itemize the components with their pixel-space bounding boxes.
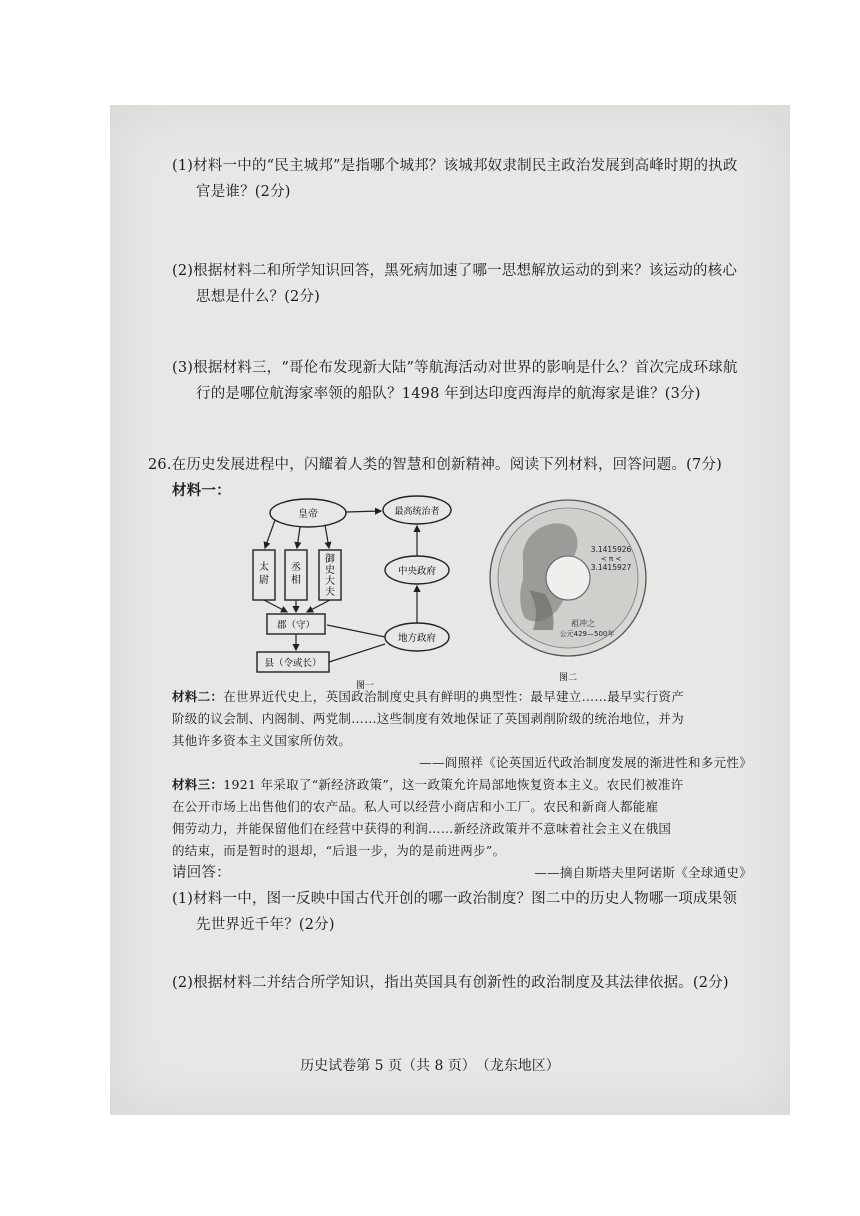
figure2-caption: 图二	[558, 673, 578, 683]
material2	[172, 686, 752, 774]
q25-part3-line2: 行的是哪位航海家率领的船队？1498 年到达印度西海岸的航海家是谁？(3分)	[196, 386, 701, 402]
q25-part2	[172, 258, 772, 310]
q26-part1-line2: 先世界近千年？(2分)	[196, 917, 335, 933]
pi-lower: 3.1415927	[590, 563, 632, 572]
pi-mid: < π <	[600, 555, 622, 563]
zu-chongzhi-years: 公元429—500年	[559, 630, 615, 638]
supreme-label: 最高统治者	[394, 507, 440, 517]
figure1-diagram	[245, 492, 475, 692]
material2-source: ——阎照祥《论英国近代政治制度发展的渐进性和多元性》	[419, 755, 752, 770]
local-label: 地方政府	[397, 633, 437, 644]
q25-part3-line1: (3)根据材料三，“哥伦布发现新大陆”等航海活动对世界的影响是什么？首次完成环球航	[172, 360, 738, 376]
figure2-coin	[483, 490, 653, 690]
q26-questions	[172, 860, 772, 938]
chengxiang-label: 丞相	[291, 562, 301, 586]
pi-upper: 3.1415926	[590, 545, 632, 554]
material2-line2: 阶级的议会制、内阁制、两党制……这些制度有效地保证了英国剥削阶级的统治地位，并为	[172, 711, 685, 726]
q25-part2-line2: 思想是什么？(2分)	[196, 289, 321, 305]
q25-part1-line2: 官是谁？(2分)	[196, 184, 291, 200]
jun-label: 郡（守）	[276, 620, 316, 631]
coin-hole	[546, 556, 590, 600]
figure1-caption: 图一	[355, 681, 375, 691]
q25-part3	[172, 355, 772, 407]
material3-line4: 的结束，而是暂时的退却，“后退一步，为的是前进两步”。	[172, 843, 506, 858]
taiwei-label: 太尉	[259, 562, 269, 586]
answer-prompt: 请回答：	[172, 865, 231, 881]
material3-source: ——摘自斯塔夫里阿诺斯《全球通史》	[534, 865, 752, 880]
material3-line2: 在公开市场上出售他们的农产品。私人可以经营小商店和小工厂。农民和新商人都能雇	[172, 799, 659, 814]
material3-line3: 佣劳动力，并能保留他们在经营中获得的利润……新经济政策并不意味着社会主义在俄国	[172, 821, 672, 836]
q25-part1-line1: (1)材料一中的“民主城邦”是指哪个城邦？该城邦奴隶制民主政治发展到高峰时期的执政	[172, 158, 738, 174]
material2-line1: 材料二：在世界近代史上，英国政治制度史具有鲜明的典型性：最早建立……最早实行资产	[172, 689, 685, 704]
q26-part2: (2)根据材料二并结合所学知识，指出英国具有创新性的政治制度及其法律依据。(2分)	[172, 975, 729, 991]
page-footer: 历史试卷第 5 页（共 8 页） （龙东地区）	[300, 1058, 560, 1074]
yushi-label: 御史大夫	[325, 554, 335, 598]
q25-part1	[172, 153, 772, 205]
xian-label: 县（令或长）	[264, 658, 322, 669]
q26-stem: 26.在历史发展进程中，闪耀着人类的智慧和创新精神。阅读下列材料，回答问题。(7分)	[148, 457, 722, 473]
central-label: 中央政府	[397, 566, 437, 577]
material1-label: 材料一：	[172, 482, 231, 499]
q26-part1-line1: (1)材料一中，图一反映中国古代开创的哪一政治制度？图二中的历史人物哪一项成果领	[172, 891, 738, 907]
emperor-label: 皇帝	[298, 509, 318, 520]
material2-line3: 其他许多资本主义国家所仿效。	[172, 733, 352, 748]
material3-line1: 材料三：1921 年采取了“新经济政策”，这一政策允许局部地恢复资本主义。农民们被准许	[172, 777, 684, 792]
zu-chongzhi-name: 祖冲之	[571, 619, 595, 628]
material3-label: 材料三：	[172, 777, 224, 792]
material2-label: 材料二：	[172, 689, 224, 704]
q25-part2-line1: (2)根据材料二和所学知识回答，黑死病加速了哪一思想解放运动的到来？该运动的核心	[172, 263, 738, 279]
